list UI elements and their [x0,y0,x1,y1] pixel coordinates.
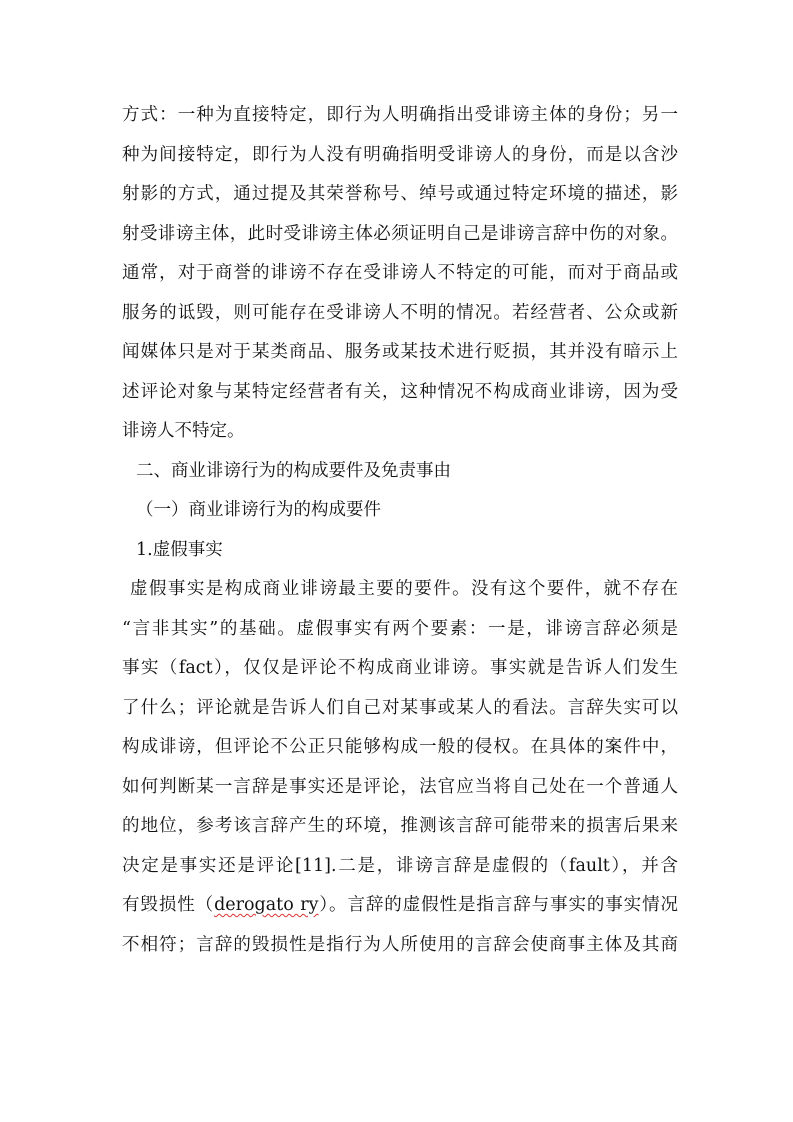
paragraph-line: 服务的诋毁，则可能存在受诽谤人不明的情况。若经营者、公众或新 [122,302,678,323]
text-run: ）。言辞的虚假性是指言辞与事实的事实情况 [318,895,679,915]
section-heading: 二、商业诽谤行为的构成要件及免责事由 [136,460,451,481]
paragraph-line: 虚假事实是构成商业诽谤最主要的要件。没有这个要件，就不存在 [130,579,678,599]
paragraph-line: 闻媒体只是对于某类商品、服务或某技术进行贬损，其并没有暗示上 [122,342,678,362]
paragraph-line: 射受诽谤主体，此时受诽谤主体必须证明自己是诽谤言辞中伤的对象。 [122,223,678,244]
paragraph-line: 决定是事实还是评论[11].二是，诽谤言辞是虚假的（fault），并含 [122,855,678,876]
paragraph-line: 述评论对象与某特定经营者有关，这种情况不构成商业诽谤，因为受 [122,381,678,402]
paragraph-line: 了什么；评论就是告诉人们自己对某事或某人的看法。言辞失实可以 [122,697,678,718]
paragraph-line: 不相符；言辞的毁损性是指行为人所使用的言辞会使商事主体及其商 [122,934,678,955]
paragraph-line [122,886,678,926]
text-run: 有毁损性（ [122,895,215,915]
paragraph-line: 种为间接特定，即行为人没有明确指明受诽谤人的身份，而是以含沙 [122,144,678,165]
paragraph-line: 构成诽谤，但评论不公正只能够构成一般的侵权。在具体的案件中， [122,737,678,757]
subsection-heading: （一）商业诽谤行为的构成要件 [136,500,381,520]
paragraph-line: 事实（fact），仅仅是评论不构成商业诽谤。事实就是告诉人们发生 [122,658,678,678]
paragraph-line: 诽谤人不特定。 [122,421,245,441]
paragraph-line: 射影的方式，通过提及其荣誉称号、绰号或通过特定环境的描述，影 [122,184,678,204]
document-page [122,96,678,965]
paragraph-line: 的地位，参考该言辞产生的环境，推测该言辞可能带来的损害后果来 [122,816,678,836]
spellcheck-flagged-word[interactable]: derogato ry [214,895,319,915]
paragraph-line: 如何判断某一言辞是事实还是评论，法官应当将自己处在一个普通人 [122,776,678,797]
paragraph-line: 方式：一种为直接特定，即行为人明确指出受诽谤主体的身份；另一 [122,105,678,125]
paragraph-line: “言非其实”的基础。虚假事实有两个要素：一是，诽谤言辞必须是 [122,618,678,639]
paragraph-line: 通常，对于商誉的诽谤不存在受诽谤人不特定的可能，而对于商品或 [122,263,678,283]
item-heading: 1.虚假事实 [136,539,223,560]
